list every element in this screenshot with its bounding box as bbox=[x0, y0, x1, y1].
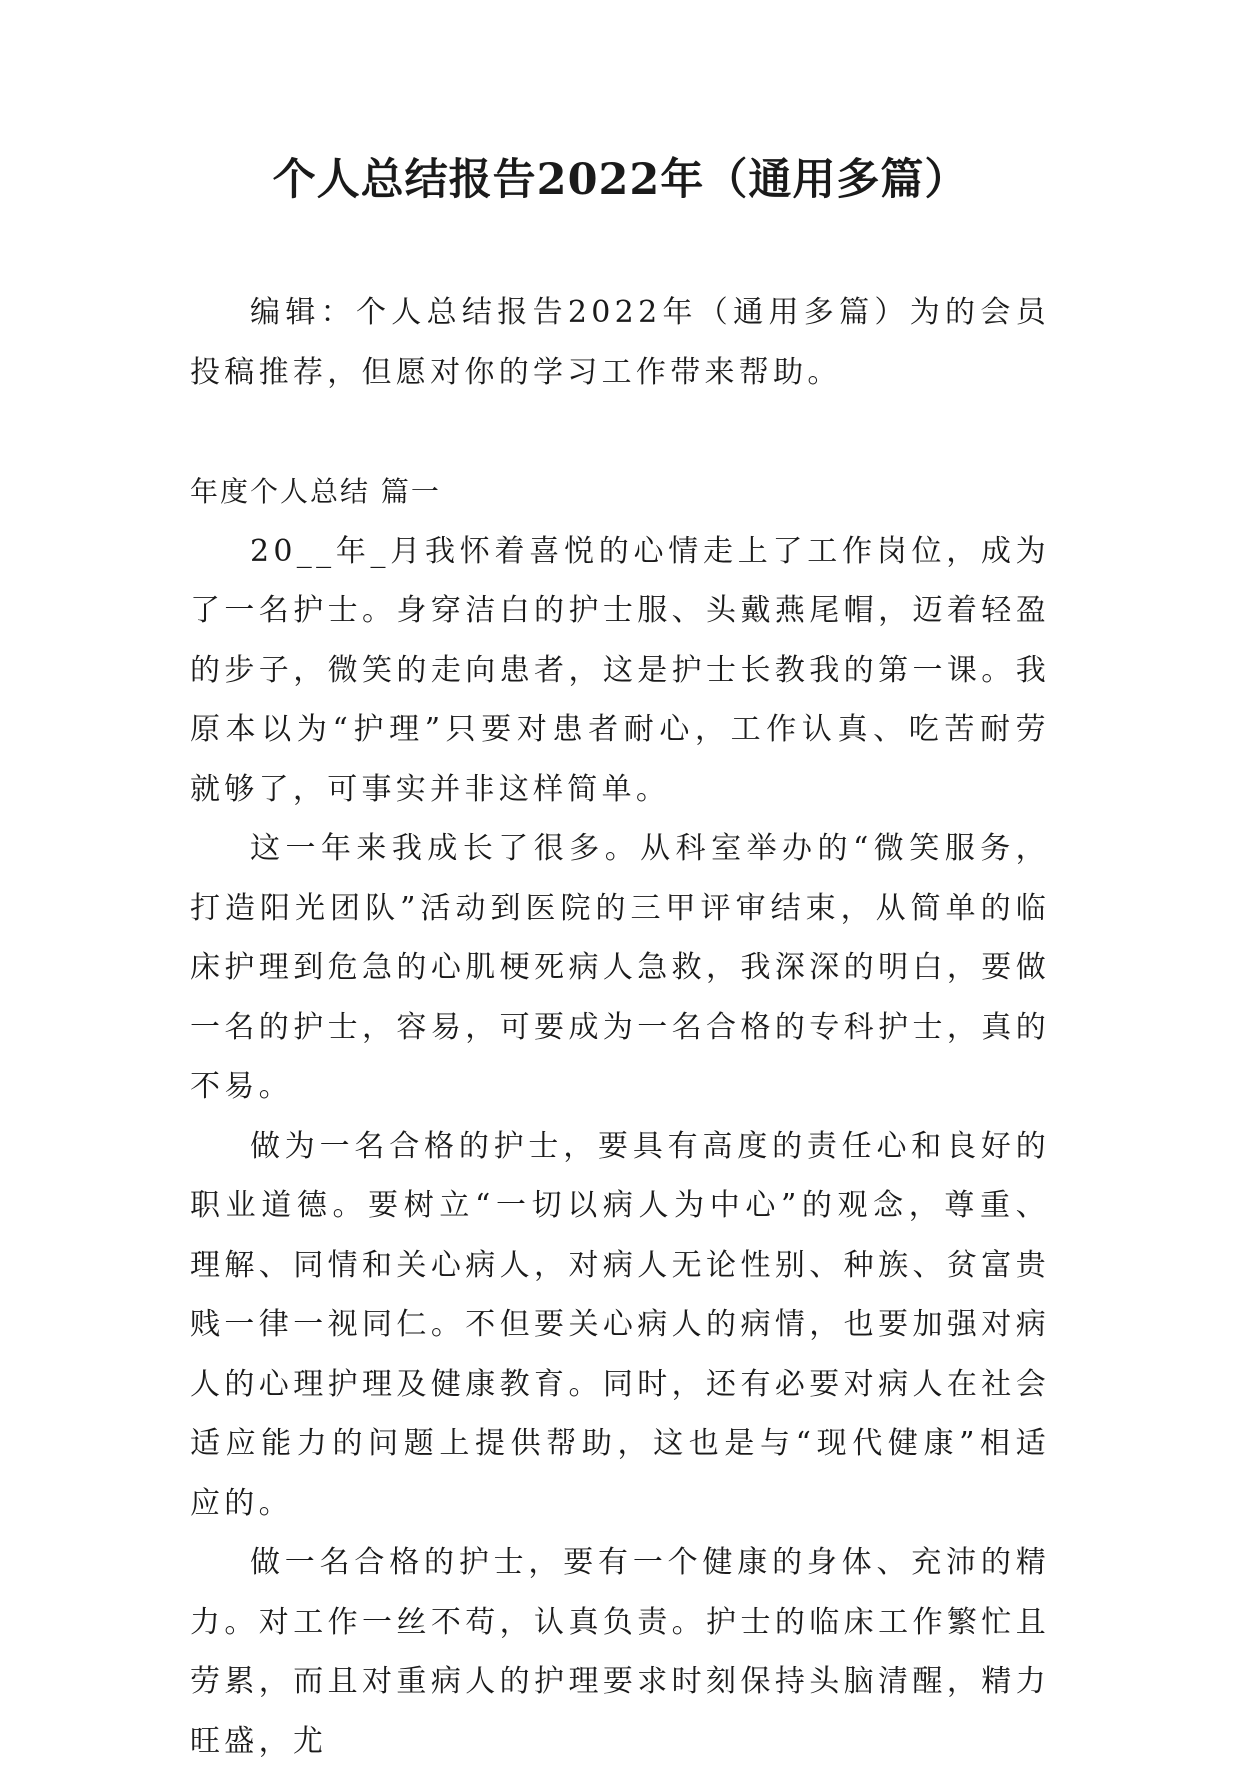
body-paragraph-4: 做一名合格的护士，要有一个健康的身体、充沛的精力。对工作一丝不苟，认真负责。护士的临床工作繁忙且劳累，而且对重病人的护理要求时刻保持头脑清醒，精力旺盛，尤 bbox=[190, 1545, 1050, 1759]
document-body bbox=[190, 283, 1050, 1771]
body-paragraph-1: 20__年_月我怀着喜悦的心情走上了工作岗位，成为了一名护士。身穿洁白的护士服、头戴燕尾帽，迈着轻盈的步子，微笑的走向患者，这是护士长教我的第一课。我原本以为“护理”只要对患者耐心，工作认真、吃苦耐劳就够了，可事实并非这样简单。 bbox=[190, 533, 1050, 807]
body-paragraph-3: 做为一名合格的护士，要具有高度的责任心和良好的职业道德。要树立“一切以病人为中心”的观念，尊重、理解、同情和关心病人，对病人无论性别、种族、贫富贵贱一律一视同仁。不但要关心病人的病情，也要加强对病人的心理护理及健康教育。同时，还有必要对病人在社会适应能力的问题上提供帮助，这也是与“现代健康”相适应的。 bbox=[190, 1128, 1050, 1521]
section-heading: 年度个人总结 篇一 bbox=[190, 475, 441, 508]
editor-note: 编辑：个人总结报告2022年（通用多篇）为的会员投稿推荐，但愿对你的学习工作带来帮助。 bbox=[190, 295, 1050, 390]
document-title: 个人总结报告2022年（通用多篇） bbox=[272, 155, 969, 205]
body-paragraph-2: 这一年来我成长了很多。从科室举办的“微笑服务，打造阳光团队”活动到医院的三甲评审结束，从简单的临床护理到危急的心肌梗死病人急救，我深深的明白，要做一名的护士，容易，可要成为一名合格的专科护士，真的不易。 bbox=[190, 831, 1050, 1104]
